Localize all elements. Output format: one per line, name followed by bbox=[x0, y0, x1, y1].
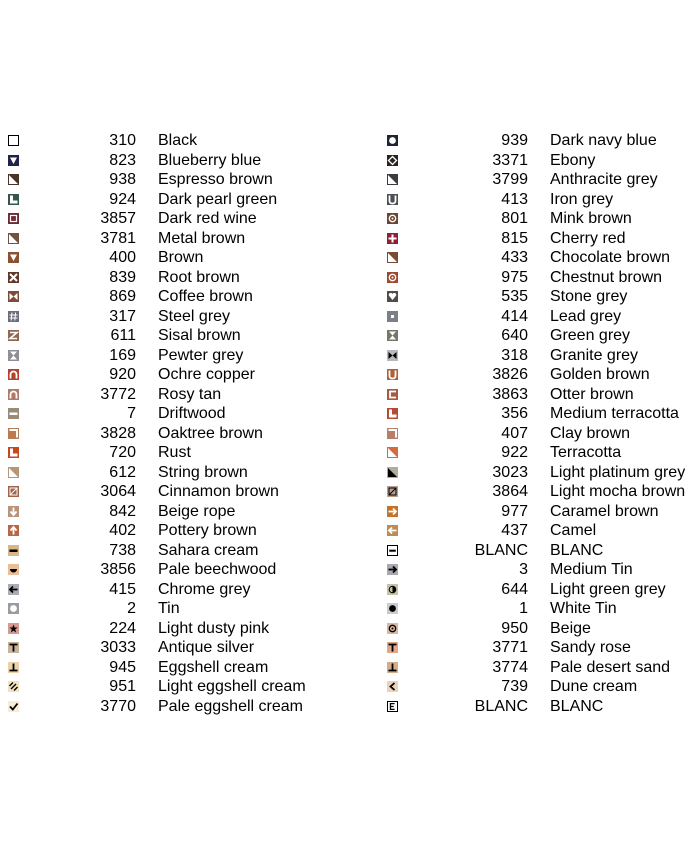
e-shape-icon bbox=[387, 701, 398, 712]
color-name: Mink brown bbox=[550, 210, 632, 227]
color-name: Otter brown bbox=[550, 385, 634, 403]
color-name: Dune cream bbox=[550, 678, 638, 695]
legend-column-left bbox=[8, 131, 348, 716]
color-name: Anthracite grey bbox=[550, 171, 658, 188]
legend-row bbox=[8, 170, 348, 190]
legend-row bbox=[387, 521, 700, 541]
thread-code: 922 bbox=[501, 444, 528, 461]
color-name: Granite grey bbox=[550, 346, 639, 364]
legend-row bbox=[8, 151, 348, 171]
thread-code: 535 bbox=[501, 288, 528, 305]
thread-code: 739 bbox=[501, 678, 528, 695]
color-name: Ebony bbox=[550, 151, 596, 169]
thread-code: BLANC bbox=[474, 541, 528, 559]
color-name: Dark red wine bbox=[158, 210, 257, 227]
legend-row bbox=[387, 365, 700, 385]
heart-icon bbox=[387, 291, 398, 302]
color-name: Light green grey bbox=[550, 580, 666, 598]
dot-icon bbox=[387, 311, 398, 322]
legend-row bbox=[387, 658, 700, 678]
bar-icon bbox=[8, 408, 19, 419]
legend-row bbox=[8, 521, 348, 541]
thread-code: 318 bbox=[501, 346, 528, 364]
thread-code: 3771 bbox=[492, 639, 528, 656]
color-name: Root brown bbox=[158, 268, 240, 286]
thread-code: 413 bbox=[501, 190, 528, 208]
legend-column-right bbox=[387, 131, 700, 716]
legend-row bbox=[8, 599, 348, 619]
arrow-left-icon bbox=[8, 584, 19, 595]
legend-row bbox=[8, 677, 348, 697]
thread-code: 407 bbox=[501, 424, 528, 442]
semicircle-icon bbox=[8, 564, 19, 575]
bowtie-icon bbox=[387, 350, 398, 361]
legend-row bbox=[387, 209, 700, 229]
color-name: Clay brown bbox=[550, 424, 631, 442]
color-name: Green grey bbox=[550, 327, 631, 344]
legend-row bbox=[8, 131, 348, 151]
color-name: Metal brown bbox=[158, 229, 246, 247]
half-triangle-icon bbox=[8, 174, 19, 185]
z-shape-icon bbox=[8, 330, 19, 341]
thread-code: 437 bbox=[501, 522, 528, 539]
thread-code: 3774 bbox=[492, 658, 528, 676]
hash-icon bbox=[8, 311, 19, 322]
thread-code: 823 bbox=[109, 151, 136, 169]
thread-code: 3828 bbox=[100, 424, 136, 442]
legend-row bbox=[387, 619, 700, 639]
legend-row bbox=[387, 677, 700, 697]
thread-code: 3781 bbox=[100, 229, 136, 247]
thread-code: 317 bbox=[109, 307, 136, 325]
thread-code: 3371 bbox=[492, 151, 528, 169]
color-name: Terracotta bbox=[550, 444, 622, 461]
color-name: Medium Tin bbox=[550, 561, 633, 578]
color-name: Pale desert sand bbox=[550, 658, 671, 676]
legend-row bbox=[387, 697, 700, 717]
circle-icon bbox=[387, 603, 398, 614]
thread-code: 400 bbox=[109, 249, 136, 266]
color-name: Pottery brown bbox=[158, 522, 257, 539]
color-name: Pale eggshell cream bbox=[158, 697, 303, 715]
corner-icon bbox=[8, 428, 19, 439]
color-name: White Tin bbox=[550, 600, 617, 617]
legend-row bbox=[387, 170, 700, 190]
star-icon bbox=[8, 623, 19, 634]
thread-code: 1 bbox=[519, 600, 528, 617]
legend-row bbox=[8, 560, 348, 580]
color-name: Rosy tan bbox=[158, 385, 222, 403]
legend-row bbox=[387, 502, 700, 522]
legend-row bbox=[387, 385, 700, 405]
color-name: Sahara cream bbox=[158, 541, 259, 559]
legend-row bbox=[387, 482, 700, 502]
thread-code: 720 bbox=[109, 444, 136, 461]
legend-row bbox=[387, 463, 700, 483]
legend-row bbox=[8, 307, 348, 327]
color-name: Antique silver bbox=[158, 639, 255, 656]
color-name: BLANC bbox=[550, 697, 604, 715]
legend-row bbox=[8, 365, 348, 385]
legend-row bbox=[387, 307, 700, 327]
thread-code: 310 bbox=[109, 132, 136, 149]
color-name: Light platinum grey bbox=[550, 463, 686, 481]
half-triangle-icon bbox=[387, 252, 398, 263]
thread-code: 3826 bbox=[492, 366, 528, 383]
l-shape-icon bbox=[8, 447, 19, 458]
color-name: Driftwood bbox=[158, 405, 226, 422]
legend-row bbox=[8, 190, 348, 210]
thread-code: 950 bbox=[501, 619, 528, 637]
hourglass-icon bbox=[387, 330, 398, 341]
ring-icon bbox=[387, 272, 398, 283]
thread-code: 169 bbox=[109, 346, 136, 364]
legend-row bbox=[8, 463, 348, 483]
legend-row bbox=[8, 268, 348, 288]
thread-code: 2 bbox=[127, 600, 136, 617]
arrow-right-icon bbox=[387, 564, 398, 575]
thread-code: 611 bbox=[110, 327, 136, 344]
thread-code: 3023 bbox=[492, 463, 528, 481]
cup-icon bbox=[387, 369, 398, 380]
color-name: Camel bbox=[550, 522, 597, 539]
thread-code: 3770 bbox=[100, 697, 136, 715]
slash-box-icon bbox=[387, 486, 398, 497]
thread-code: 3064 bbox=[100, 483, 136, 500]
thread-code: 977 bbox=[501, 502, 528, 520]
color-name: Golden brown bbox=[550, 366, 650, 383]
thread-code: 415 bbox=[109, 580, 136, 598]
color-name: String brown bbox=[158, 463, 248, 481]
hourglass-icon bbox=[8, 350, 19, 361]
thread-code: 920 bbox=[109, 366, 136, 383]
legend-row bbox=[8, 229, 348, 249]
legend-row bbox=[8, 404, 348, 424]
thread-code: 3033 bbox=[100, 639, 136, 656]
color-name: Blueberry blue bbox=[158, 151, 262, 169]
thread-code: 414 bbox=[501, 307, 528, 325]
legend-row bbox=[8, 580, 348, 600]
l-shape-icon bbox=[387, 408, 398, 419]
arrow-right-icon bbox=[387, 506, 398, 517]
color-name: Oaktree brown bbox=[158, 424, 263, 442]
cup-icon bbox=[387, 194, 398, 205]
l-shape-icon bbox=[8, 194, 19, 205]
plus-icon bbox=[387, 233, 398, 244]
thread-code: 3863 bbox=[492, 385, 528, 403]
legend-row bbox=[8, 346, 348, 366]
chevron-left-icon bbox=[387, 681, 398, 692]
arch-icon bbox=[8, 389, 19, 400]
color-name: Light eggshell cream bbox=[158, 678, 306, 695]
half-triangle-icon bbox=[8, 467, 19, 478]
legend-row bbox=[387, 287, 700, 307]
legend-row bbox=[387, 599, 700, 619]
color-name: Chrome grey bbox=[158, 580, 251, 598]
thread-code: 975 bbox=[501, 268, 528, 286]
color-name: Sandy rose bbox=[550, 639, 631, 656]
triangle-down-icon bbox=[8, 155, 19, 166]
legend-row bbox=[387, 248, 700, 268]
legend-row bbox=[387, 229, 700, 249]
half-circle-icon bbox=[387, 584, 398, 595]
bowtie-icon bbox=[8, 291, 19, 302]
ring-icon bbox=[387, 213, 398, 224]
slash-box-icon bbox=[8, 486, 19, 497]
ring-icon bbox=[387, 623, 398, 634]
color-name: Eggshell cream bbox=[158, 658, 269, 676]
t-shape-icon bbox=[8, 642, 19, 653]
color-name: Pewter grey bbox=[158, 346, 244, 364]
color-name: BLANC bbox=[550, 541, 604, 559]
thread-code: 402 bbox=[109, 522, 136, 539]
hollow-square-icon bbox=[8, 135, 19, 146]
color-name: Dark pearl green bbox=[158, 190, 278, 208]
legend-row bbox=[8, 541, 348, 561]
arrow-up-icon bbox=[8, 525, 19, 536]
legend-row bbox=[8, 697, 348, 717]
color-name: Rust bbox=[158, 444, 191, 461]
legend-row bbox=[387, 638, 700, 658]
bar-icon bbox=[387, 545, 398, 556]
legend-row bbox=[8, 443, 348, 463]
legend-row bbox=[8, 658, 348, 678]
legend-row bbox=[8, 482, 348, 502]
thread-code: 801 bbox=[501, 210, 528, 227]
thread-code: 839 bbox=[109, 268, 136, 286]
color-name: Tin bbox=[158, 600, 180, 617]
thread-code: 224 bbox=[109, 619, 136, 637]
legend-row bbox=[387, 424, 700, 444]
color-name: Caramel brown bbox=[550, 502, 659, 520]
thread-code: 3799 bbox=[492, 171, 528, 188]
color-name: Lead grey bbox=[550, 307, 622, 325]
arrow-down-icon bbox=[8, 506, 19, 517]
thread-code: 842 bbox=[109, 502, 136, 520]
inverted-t-icon bbox=[387, 662, 398, 673]
thread-code: 644 bbox=[501, 580, 528, 598]
legend-row bbox=[387, 580, 700, 600]
color-name: Medium terracotta bbox=[550, 405, 679, 422]
legend-row bbox=[387, 404, 700, 424]
arch-icon bbox=[8, 369, 19, 380]
legend-row bbox=[387, 560, 700, 580]
legend-row bbox=[8, 638, 348, 658]
thread-code: 356 bbox=[501, 405, 528, 422]
circle-icon bbox=[8, 603, 19, 614]
color-name: Light dusty pink bbox=[158, 619, 270, 637]
thread-code: 924 bbox=[109, 190, 136, 208]
diamond-icon bbox=[387, 155, 398, 166]
legend-row bbox=[387, 541, 700, 561]
color-name: Cinnamon brown bbox=[158, 483, 279, 500]
color-name: Chocolate brown bbox=[550, 249, 671, 266]
legend-row bbox=[387, 190, 700, 210]
half-triangle-icon bbox=[387, 447, 398, 458]
legend-row bbox=[8, 287, 348, 307]
color-name: Light mocha brown bbox=[550, 483, 686, 500]
thread-code: 640 bbox=[501, 327, 528, 344]
color-name: Sisal brown bbox=[158, 327, 241, 344]
legend-row bbox=[8, 326, 348, 346]
half-triangle-icon bbox=[8, 233, 19, 244]
corner-icon bbox=[387, 428, 398, 439]
inner-square-icon bbox=[8, 213, 19, 224]
color-name: Iron grey bbox=[550, 190, 614, 208]
thread-code: 7 bbox=[127, 405, 136, 422]
color-name: Ochre copper bbox=[158, 366, 255, 383]
bar-icon bbox=[8, 545, 19, 556]
color-name: Espresso brown bbox=[158, 171, 273, 188]
thread-code: BLANC bbox=[474, 697, 528, 715]
legend-row bbox=[8, 209, 348, 229]
thread-code: 945 bbox=[109, 658, 136, 676]
thread-code: 938 bbox=[109, 171, 136, 188]
thread-code: 3857 bbox=[100, 210, 136, 227]
thread-code: 869 bbox=[109, 288, 136, 305]
check-icon bbox=[8, 701, 19, 712]
thread-code: 3772 bbox=[100, 385, 136, 403]
inverted-t-icon bbox=[8, 662, 19, 673]
cross-icon bbox=[8, 272, 19, 283]
triangle-down-icon bbox=[8, 252, 19, 263]
color-name: Dark navy blue bbox=[550, 132, 657, 149]
legend-row bbox=[8, 424, 348, 444]
legend-row bbox=[387, 443, 700, 463]
thread-code: 939 bbox=[501, 132, 528, 149]
thread-code: 433 bbox=[501, 249, 528, 266]
legend-row bbox=[8, 248, 348, 268]
legend-row bbox=[8, 502, 348, 522]
legend-row bbox=[387, 346, 700, 366]
half-triangle-icon bbox=[387, 174, 398, 185]
circle-icon bbox=[387, 135, 398, 146]
thread-code: 3 bbox=[519, 561, 528, 578]
color-name: Stone grey bbox=[550, 288, 628, 305]
legend-row bbox=[387, 326, 700, 346]
color-name: Beige rope bbox=[158, 502, 236, 520]
color-name: Steel grey bbox=[158, 307, 231, 325]
legend-row bbox=[387, 268, 700, 288]
color-name: Black bbox=[158, 132, 198, 149]
thread-code: 3856 bbox=[100, 561, 136, 578]
color-name: Cherry red bbox=[550, 229, 626, 247]
color-name: Coffee brown bbox=[158, 288, 253, 305]
thread-code: 612 bbox=[109, 463, 136, 481]
legend-row bbox=[8, 619, 348, 639]
legend-row bbox=[8, 385, 348, 405]
thread-code: 3864 bbox=[492, 483, 528, 500]
stripes-icon bbox=[8, 681, 19, 692]
color-name: Beige bbox=[550, 619, 591, 637]
half-triangle-icon bbox=[387, 467, 398, 478]
thread-code: 815 bbox=[501, 229, 528, 247]
c-shape-icon bbox=[387, 389, 398, 400]
color-name: Chestnut brown bbox=[550, 268, 663, 286]
color-name: Brown bbox=[158, 249, 204, 266]
legend-row bbox=[387, 131, 700, 151]
thread-code: 738 bbox=[109, 541, 136, 559]
thread-code: 951 bbox=[109, 678, 136, 695]
color-name: Pale beechwood bbox=[158, 561, 277, 578]
arrow-left-icon bbox=[387, 525, 398, 536]
t-shape-icon bbox=[387, 642, 398, 653]
legend-row bbox=[387, 151, 700, 171]
